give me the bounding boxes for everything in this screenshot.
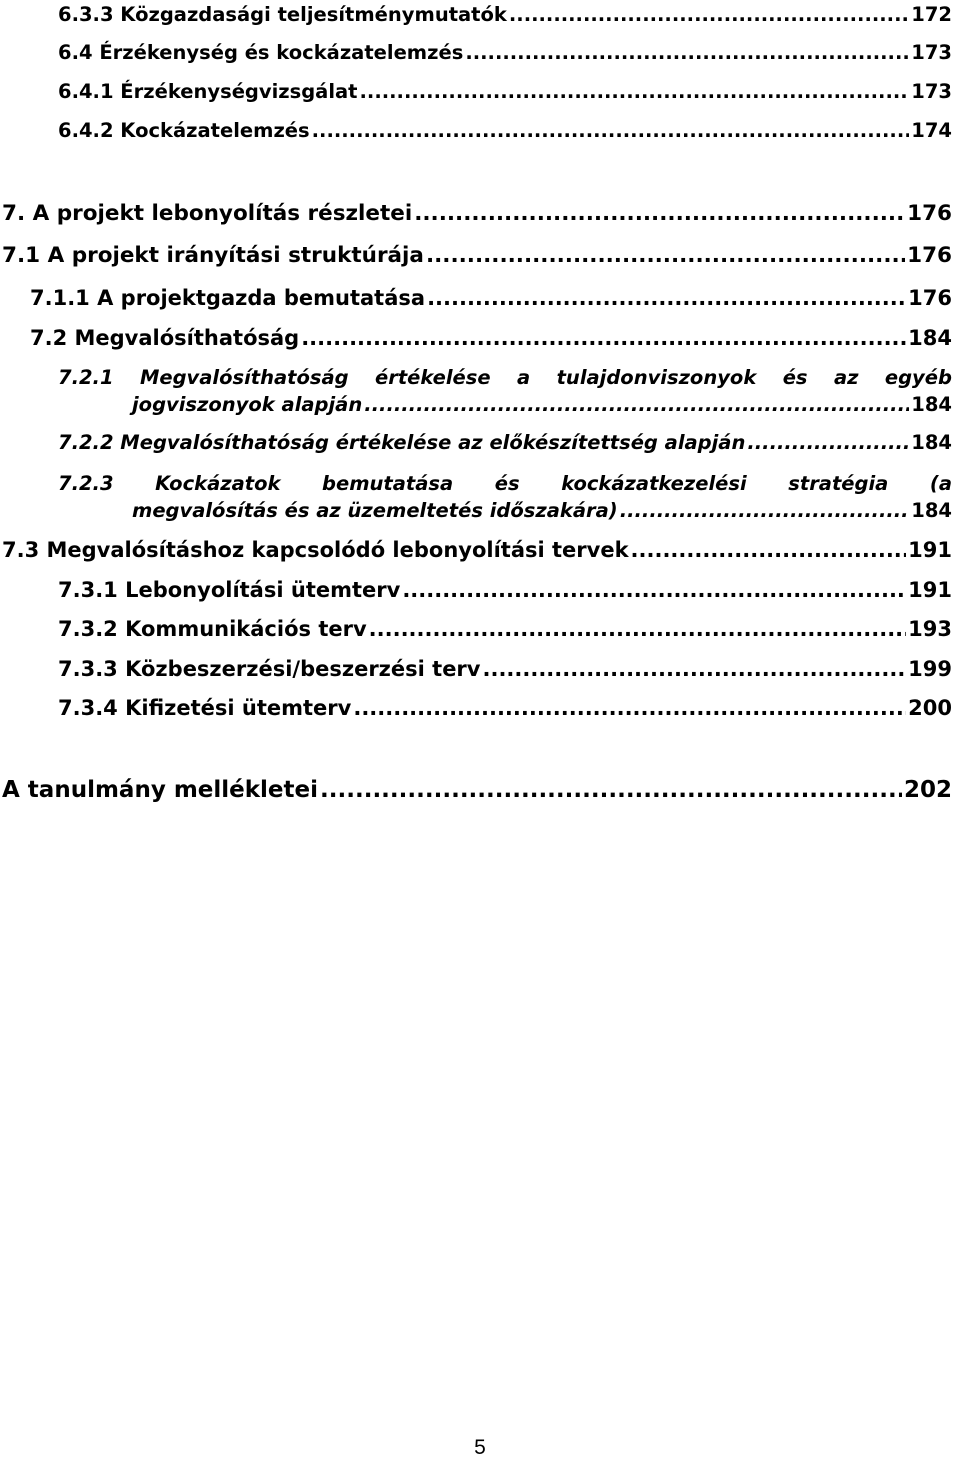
toc-entry-label: 7.3.4 Kifizetési ütemterv — [58, 696, 352, 720]
toc-entry-label: 6.3.3 Közgazdasági teljesítménymutatók — [58, 3, 507, 26]
toc-entry-label: 7.1.1 A projektgazda bemutatása — [30, 286, 426, 310]
toc-entry-second-line — [58, 391, 952, 418]
toc-entry-7-2-3[interactable] — [58, 470, 952, 524]
dot-leader — [747, 430, 909, 456]
toc-entry-label: 7.1 A projekt irányítási struktúrája — [2, 243, 424, 268]
toc-entry-7-1-1[interactable] — [30, 285, 952, 311]
toc-word: tulajdonviszonyok — [556, 366, 757, 389]
toc-entry-7-3-1[interactable] — [58, 577, 952, 603]
toc-word: és — [782, 366, 808, 389]
toc-entry-label: 7.3.3 Közbeszerzési/beszerzési terv — [58, 657, 481, 681]
toc-page-number: 199 — [908, 657, 952, 681]
dot-leader — [426, 243, 905, 269]
dot-leader — [369, 616, 907, 642]
toc-entry-first-line — [58, 470, 952, 497]
toc-page-number: 173 — [911, 41, 952, 64]
dot-leader — [353, 695, 906, 721]
dot-leader — [427, 285, 906, 311]
toc-entry-second-line — [58, 497, 952, 524]
toc-entry-6-3-3[interactable] — [58, 2, 952, 28]
toc-entry-7-3[interactable] — [2, 537, 952, 563]
dot-leader — [414, 201, 905, 227]
toc-entry-label: 7.2.2 Megvalósíthatóság értékelése az előkészítettség alapján — [58, 431, 746, 454]
dot-leader — [320, 777, 902, 803]
toc-page-number: 176 — [907, 201, 952, 226]
toc-word: stratégia — [788, 472, 889, 495]
toc-entry-6-4[interactable] — [58, 40, 952, 66]
toc-page-number: 184 — [911, 393, 952, 416]
toc-entry-label: 7.3 Megvalósításhoz kapcsolódó lebonyolítási tervek — [2, 538, 629, 562]
dot-leader — [360, 79, 910, 105]
toc-word: értékelése — [374, 366, 491, 389]
dot-leader — [465, 40, 909, 66]
dot-leader — [509, 2, 909, 28]
toc-entry-7-3-2[interactable] — [58, 616, 952, 642]
toc-entry-7-2-1[interactable] — [58, 364, 952, 418]
toc-entry-label: A tanulmány mellékletei — [2, 777, 319, 803]
toc-word: Kockázatok — [155, 472, 281, 495]
toc-word: bemutatása — [322, 472, 454, 495]
toc-page-number: 202 — [903, 777, 952, 803]
toc-entry-7-2-2[interactable] — [58, 430, 952, 456]
toc-entry-7-3-4[interactable] — [58, 695, 952, 721]
toc-word: Megvalósíthatóság — [139, 366, 349, 389]
toc-word: 7.2.1 — [58, 366, 114, 389]
toc-word: az — [833, 366, 859, 389]
toc-word: (a — [929, 472, 952, 495]
toc-word: kockázatkezelési — [561, 472, 747, 495]
toc-word: egyéb — [884, 366, 952, 389]
toc-page-number: 191 — [908, 578, 952, 602]
toc-entry-7-3-3[interactable] — [58, 656, 952, 682]
toc-page-number: 184 — [908, 326, 952, 350]
toc-entry-6-4-1[interactable] — [58, 79, 952, 105]
toc-entry-label: megvalósítás és az üzemeltetés időszakára) — [132, 499, 618, 522]
toc-entry-label: 7.2 Megvalósíthatóság — [30, 326, 300, 350]
toc-word: a — [517, 366, 531, 389]
toc-page-number: 191 — [908, 538, 952, 562]
toc-entry-label: 7.3.1 Lebonyolítási ütemterv — [58, 578, 401, 602]
toc-entry-label: 6.4 Érzékenység és kockázatelemzés — [58, 41, 464, 64]
toc-word: és — [494, 472, 520, 495]
toc-page-number: 184 — [911, 499, 952, 522]
toc-page-number: 176 — [908, 286, 952, 310]
toc-entry-label: 6.4.1 Érzékenységvizsgálat — [58, 80, 358, 103]
toc-page-number: 173 — [911, 80, 952, 103]
dot-leader — [482, 656, 906, 682]
dot-leader — [301, 325, 906, 351]
toc-page-number: 193 — [908, 617, 952, 641]
toc-page-number: 176 — [907, 243, 952, 268]
toc-word: 7.2.3 — [58, 472, 114, 495]
page-number: 5 — [474, 1436, 486, 1459]
toc-page-number: 174 — [911, 119, 952, 142]
toc-entry-label: 6.4.2 Kockázatelemzés — [58, 119, 310, 142]
toc-entry-7-1[interactable] — [2, 243, 952, 269]
toc-entry-appendix[interactable] — [2, 777, 952, 803]
dot-leader — [312, 118, 910, 144]
dot-leader — [402, 577, 906, 603]
toc-entry-7[interactable] — [2, 201, 952, 227]
toc-page-number: 184 — [911, 431, 952, 454]
dot-leader — [631, 537, 907, 563]
toc-entry-label: 7.3.2 Kommunikációs terv — [58, 617, 367, 641]
toc-page-number: 200 — [908, 696, 952, 720]
toc-entry-label: jogviszonyok alapján — [132, 393, 363, 416]
toc-entry-6-4-2[interactable] — [58, 118, 952, 144]
dot-leader — [620, 497, 910, 524]
toc-page-number: 172 — [911, 3, 952, 26]
toc-entry-first-line — [58, 364, 952, 391]
dot-leader — [364, 391, 909, 418]
toc-entry-label: 7. A projekt lebonyolítás részletei — [2, 201, 413, 226]
toc-entry-7-2[interactable] — [30, 325, 952, 351]
